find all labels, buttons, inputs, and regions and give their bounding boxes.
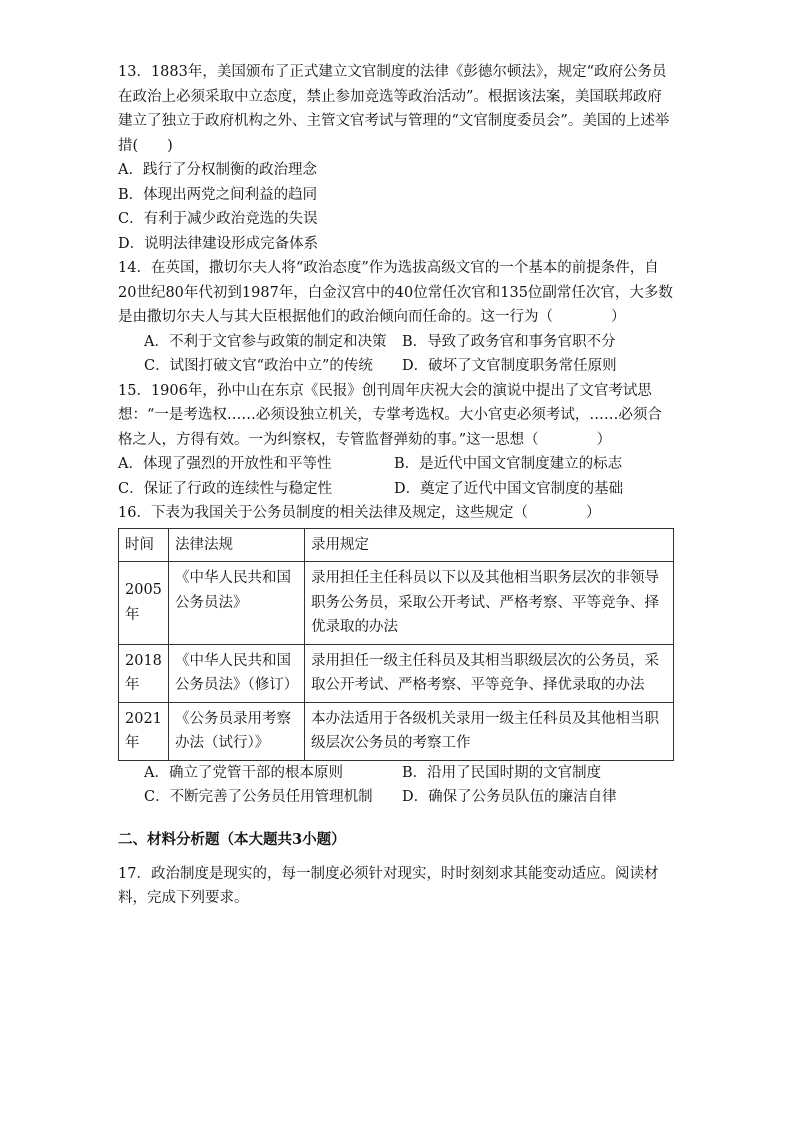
option-row — [118, 354, 674, 379]
table-cell-year: 2018年 — [119, 644, 169, 702]
question-stem: 17．政治制度是现实的，每一制度必须针对现实，时时刻刻求其能变动适应。阅读材料，完成下列要求。 — [118, 865, 659, 906]
option-a: A．践行了分权制衡的政治理念 — [118, 162, 317, 178]
table-cell-year: 2021年 — [119, 702, 169, 760]
question-13 — [118, 60, 674, 256]
table-cell-law: 《公务员录用考察办法（试行）》 — [169, 702, 305, 760]
option-b: B．沿用了民国时期的文官制度 — [402, 764, 602, 781]
option-row — [118, 761, 674, 786]
table-cell-year: 2005年 — [119, 562, 169, 645]
table-cell-rule: 录用担任一级主任科员及其相当职级层次的公务员，采取公开考试、严格考察、平等竞争、择优录取的办法 — [305, 644, 674, 702]
option-row — [118, 330, 674, 355]
option-a: A．确立了党管干部的根本原则 — [144, 764, 343, 781]
table-header: 法律法规 — [169, 528, 305, 562]
option-row — [118, 785, 674, 810]
table-header: 时间 — [119, 528, 169, 562]
table-row — [119, 562, 674, 645]
table-cell-law: 《中华人民共和国公务员法》 — [169, 562, 305, 645]
option-d: D．奠定了近代中国文官制度的基础 — [394, 480, 624, 497]
option-row — [118, 452, 674, 477]
table-header: 录用规定 — [305, 528, 674, 562]
question-15 — [118, 379, 674, 502]
law-table — [118, 528, 674, 761]
option-d: D．破坏了文官制度职务常任原则 — [402, 358, 617, 374]
question-stem: 15．1906年，孙中山在东京《民报》创刊周年庆祝大会的演说中提出了文官考试思想：“一是考选权……必须设独立机关，专掌考选权。大小官吏必须考试，……必须合格之人，方得有效。一为纠察权，专管监督弹劾的事。”这一思想（ ） — [118, 382, 662, 448]
question-stem: 14．在英国，撒切尔夫人将“政治态度”作为选拔高级文官的一个基本的前提条件，自20世纪80年代初到1987年，白金汉宫中的40位常任次官和135位副常任次官，大多数是由撒切尔夫人与其大臣根据他们的政治倾向而任命的。这一行为（ ） — [118, 260, 673, 325]
option-a: A．体现了强烈的开放性和平等性 — [118, 456, 332, 472]
table-cell-rule: 本办法适用于各级机关录用一级主任科员及其他相当职级层次公务员的考察工作 — [305, 702, 674, 760]
question-stem: 16．下表为我国关于公务员制度的相关法律及规定，这些规定（ ） — [118, 505, 601, 521]
option-b: B．导致了政务官和事务官职不分 — [402, 333, 616, 350]
option-b: B．是近代中国文官制度建立的标志 — [394, 456, 623, 472]
exam-page — [118, 60, 674, 911]
option-d: D．确保了公务员队伍的廉洁自律 — [402, 789, 617, 805]
question-16 — [118, 501, 674, 810]
option-c: C．保证了行政的连续性与稳定性 — [118, 480, 333, 497]
section-heading: 二、材料分析题（本大题共3小题） — [118, 830, 346, 848]
option-row — [118, 477, 674, 502]
question-14 — [118, 256, 674, 379]
option-c: C．有利于减少政治竞选的失误 — [118, 211, 318, 227]
option-c: C．不断完善了公务员任用管理机制 — [144, 789, 373, 805]
option-c: C．试图打破文官“政治中立”的传统 — [144, 358, 373, 374]
question-17 — [118, 862, 674, 911]
table-cell-rule: 录用担任主任科员以下以及其他相当职务层次的非领导职务公务员，采取公开考试、严格考察、平等竞争、择优录取的办法 — [305, 562, 674, 645]
table-cell-law: 《中华人民共和国公务员法》（修订） — [169, 644, 305, 702]
option-a: A．不利于文官参与政策的制定和决策 — [144, 333, 387, 350]
option-d: D．说明法律建设形成完备体系 — [118, 235, 319, 252]
option-b: B．体现出两党之间利益的趋同 — [118, 186, 318, 203]
table-row — [119, 702, 674, 760]
question-stem: 13．1883年，美国颁布了正式建立文官制度的法律《彭德尔顿法》，规定“政府公务员在政治上必须采取中立态度，禁止参加竞选等政治活动”。根据该法案，美国联邦政府建立了独立于政府机构之外、主管文官考试与管理的“文官制度委员会”。美国的上述举措( ) — [118, 64, 670, 154]
table-header-row — [119, 528, 674, 562]
table-row — [119, 644, 674, 702]
